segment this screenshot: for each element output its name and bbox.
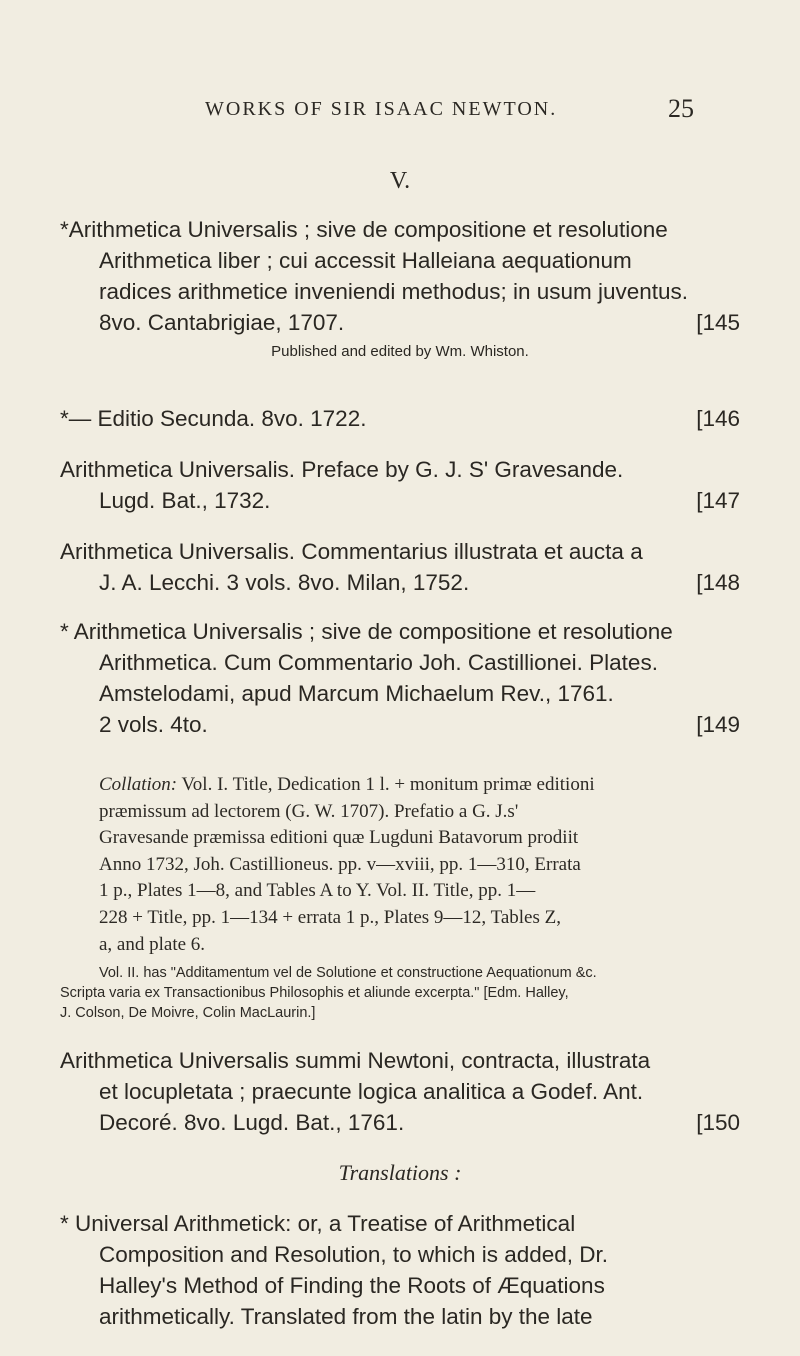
entry-145 xyxy=(60,214,740,363)
entry-line: Arithmetica. Cum Commentario Joh. Castillionei. Plates. xyxy=(99,650,658,675)
entry-line-text: J. A. Lecchi. 3 vols. 8vo. Milan, 1752. xyxy=(99,570,470,595)
entry-line-text: 8vo. Cantabrigiae, 1707. xyxy=(99,310,345,335)
collation-label: Collation: xyxy=(99,774,178,795)
entry-note: Published and edited by Wm. Whiston. xyxy=(271,343,529,360)
page-number: 25 xyxy=(668,94,694,123)
entry-line: Composition and Resolution, to which is added, Dr. xyxy=(99,1242,609,1267)
collation-line: 1 p., Plates 1—8, and Tables A to Y. Vol. II. Title, pp. 1— xyxy=(99,880,536,902)
collation-line: a, and plate 6. xyxy=(99,933,206,955)
entry-line: arithmetically. Translated from the latin by the late xyxy=(99,1304,593,1329)
entry-149 xyxy=(60,616,740,740)
note-line: J. Colson, De Moivre, Colin MacLaurin.] xyxy=(60,1005,316,1021)
entry-line: et locupletata ; praecunte logica analitica a Godef. Ant. xyxy=(99,1079,644,1104)
entry-line: Arithmetica Universalis. Preface by G. J. S' Gravesande. xyxy=(60,457,624,482)
collation-line: 228 + Title, pp. 1—134 + errata 1 p., Plates 9—12, Tables Z, xyxy=(99,906,561,928)
running-title: WORKS OF SIR ISAAC NEWTON. xyxy=(205,98,558,120)
catalogue-number: [146 xyxy=(696,406,740,431)
collation-line xyxy=(99,772,739,799)
entry-147 xyxy=(60,454,740,516)
entry-line: Arithmetica Universalis summi Newtoni, contracta, illustrata xyxy=(60,1048,651,1073)
entry-line-text: 2 vols. 4to. xyxy=(99,712,208,737)
catalogue-number: [148 xyxy=(696,570,740,595)
entry-line: Halley's Method of Finding the Roots of Æquations xyxy=(99,1273,605,1298)
entry-line: Arithmetica Universalis. Commentarius illustrata et aucta a xyxy=(60,539,643,564)
section-number: V. xyxy=(389,168,411,194)
entry-150 xyxy=(60,1045,740,1138)
catalogue-number: [145 xyxy=(696,310,740,335)
entry-line-text: Decoré. 8vo. Lugd. Bat., 1761. xyxy=(99,1110,405,1135)
entry-line xyxy=(60,1107,740,1138)
entry-line xyxy=(60,567,740,598)
entry-line xyxy=(60,485,740,516)
collation-line: præmissum ad lectorem (G. W. 1707). Prefatio a G. J.s' xyxy=(99,800,519,822)
entry-line: Arithmetica liber ; cui accessit Halleiana aequationum xyxy=(99,248,632,273)
collation-block xyxy=(99,772,739,958)
entry-line xyxy=(60,307,740,338)
entry-translation xyxy=(60,1208,740,1332)
entry-line: * Arithmetica Universalis ; sive de compositione et resolutione xyxy=(60,619,673,644)
entry-line: * Universal Arithmetick: or, a Treatise of Arithmetical xyxy=(60,1211,576,1236)
entry-line xyxy=(60,403,740,434)
note-line: Vol. II. has "Additamentum vel de Solutione et constructione Aequationum &c. xyxy=(99,965,597,981)
page-header xyxy=(0,94,800,138)
entry-148 xyxy=(60,536,740,598)
catalogue-number: [149 xyxy=(696,712,740,737)
entry-146 xyxy=(60,403,740,434)
entry-line: radices arithmetice inveniendi methodus; in usum juventus. xyxy=(99,279,689,304)
entry-line-text: Lugd. Bat., 1732. xyxy=(99,488,271,513)
vol2-note xyxy=(60,963,740,1023)
entry-line: *Arithmetica Universalis ; sive de compositione et resolutione xyxy=(60,217,668,242)
note-line: Scripta varia ex Transactionibus Philosophis et aliunde excerpta." [Edm. Halley, xyxy=(60,985,569,1001)
entry-line xyxy=(60,709,740,740)
collation-line: Anno 1732, Joh. Castillioneus. pp. v—xviii, pp. 1—310, Errata xyxy=(99,853,581,875)
collation-line: Gravesande præmissa editioni quæ Lugduni Batavorum prodiit xyxy=(99,827,579,849)
entry-line: Amstelodami, apud Marcum Michaelum Rev., 1761. xyxy=(99,681,614,706)
entry-line-text: *— Editio Secunda. 8vo. 1722. xyxy=(60,406,367,431)
translations-heading: Translations : xyxy=(338,1160,462,1185)
catalogue-number: [147 xyxy=(696,488,740,513)
collation-text: Vol. I. Title, Dedication 1 l. + monitum primæ editioni xyxy=(177,774,595,795)
catalogue-number: [150 xyxy=(696,1110,740,1135)
